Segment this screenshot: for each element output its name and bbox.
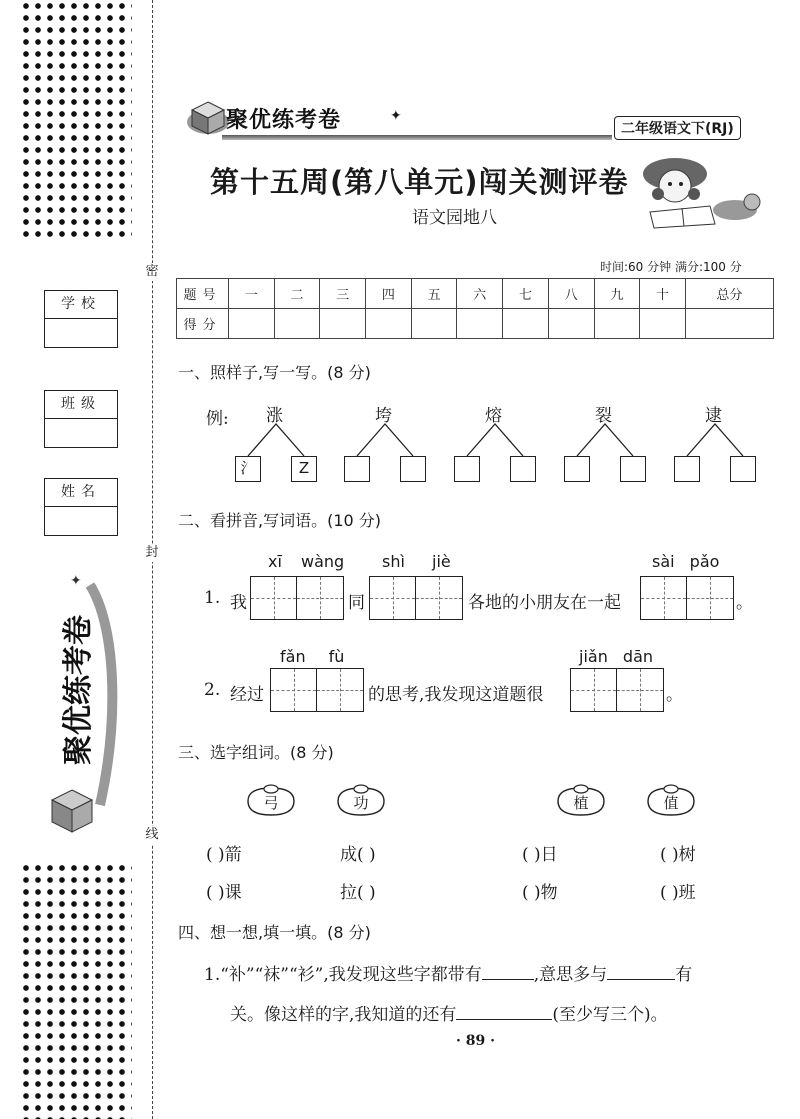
q2-2-end: 。	[666, 685, 683, 705]
q3-option-bubble: 植	[552, 783, 610, 819]
seal-feng: 封	[145, 545, 159, 560]
col-5: 五	[411, 279, 457, 309]
seal-mi: 密	[145, 264, 159, 279]
q4-blank[interactable]	[456, 1002, 552, 1020]
col-7: 七	[503, 279, 549, 309]
grade-badge: 二年级语文下(RJ)	[614, 116, 741, 140]
sparkle-icon: ✦	[390, 108, 402, 124]
q2-1-pinyin-c: sài pǎo	[652, 552, 720, 571]
col-10: 十	[640, 279, 686, 309]
col-6: 六	[457, 279, 503, 309]
q4-text: ,意思多与	[533, 965, 608, 985]
col-1: 一	[229, 279, 275, 309]
q1-char: 熔	[485, 406, 502, 426]
q3-blank[interactable]: ( )树	[660, 845, 696, 865]
q3-blank[interactable]: 拉( )	[340, 883, 376, 903]
q4-blank[interactable]	[482, 962, 534, 980]
q4-text: (至少写三个)。	[552, 1005, 668, 1025]
score-label: 得分	[177, 309, 229, 339]
question-number-label: 题号	[177, 279, 229, 309]
q2-2-grid-a[interactable]	[270, 668, 364, 712]
q2-1-text: 我	[230, 593, 247, 613]
q2-2-grid-b[interactable]	[570, 668, 664, 712]
q2-2-text: 经过	[230, 685, 264, 705]
col-8: 八	[548, 279, 594, 309]
sparkle-icon: ✦	[70, 573, 82, 589]
q1-char: 垮	[375, 406, 392, 426]
q2-1-grid-a[interactable]	[250, 576, 344, 620]
col-9: 九	[594, 279, 640, 309]
q1-answer-box[interactable]	[674, 456, 700, 482]
q2-1-text: 同	[348, 593, 365, 613]
q3-blank[interactable]: ( )物	[522, 883, 558, 903]
side-brand-text: 聚优练考卷	[61, 615, 96, 765]
q4-text: 有	[675, 965, 693, 985]
q1-answer-box[interactable]	[510, 456, 536, 482]
q3-option-bubble: 值	[642, 783, 700, 819]
q2-1-number: 1.	[204, 588, 221, 608]
q1-answer-box[interactable]	[400, 456, 426, 482]
q2-2-text: 的思考,我发现这道题很	[368, 685, 544, 705]
q2-2-pinyin-a: fǎn fù	[280, 647, 345, 666]
q4-blank[interactable]	[607, 962, 675, 980]
col-4: 四	[366, 279, 412, 309]
q2-1-grid-b[interactable]	[369, 576, 463, 620]
q1-answer-box: 氵	[235, 456, 261, 482]
q3-blank[interactable]: ( )日	[522, 845, 558, 865]
q2-2-number: 2.	[204, 680, 221, 700]
q3-blank[interactable]: ( )班	[660, 883, 696, 903]
q1-answer-box: Z	[291, 456, 317, 482]
q1-answer-box[interactable]	[620, 456, 646, 482]
q4-text: 1.“补”“袜”“衫”,我发现这些字都带有	[204, 965, 482, 985]
page-title: 第十五周(第八单元)闯关测评卷	[210, 165, 629, 199]
q2-1-end: 。	[736, 593, 753, 613]
q3-option-bubble: 弓	[242, 783, 300, 819]
name-label: 姓名	[45, 479, 117, 507]
q3-blank[interactable]: ( )课	[206, 883, 242, 903]
q3-option-bubble: 功	[332, 783, 390, 819]
q3-title: 三、选字组词。(8 分)	[178, 743, 334, 762]
q1-answer-box[interactable]	[344, 456, 370, 482]
col-2: 二	[274, 279, 320, 309]
q1-char: 逮	[705, 406, 722, 426]
q1-answer-box[interactable]	[730, 456, 756, 482]
q1-example-label: 例:	[206, 409, 229, 429]
brand-title: 聚优练考卷	[226, 108, 342, 133]
school-label: 学校	[45, 291, 117, 319]
q2-title: 二、看拼音,写词语。(10 分)	[178, 511, 382, 530]
page-subtitle: 语文园地八	[412, 208, 497, 228]
q2-1-pinyin-a: xī wàng	[268, 552, 345, 571]
q1-answer-box[interactable]	[454, 456, 480, 482]
q2-1-text: 各地的小朋友在一起	[468, 593, 621, 613]
q4-line-2	[230, 1000, 668, 1025]
q3-blank[interactable]: ( )箭	[206, 845, 242, 865]
q2-2-pinyin-b: jiǎn dān	[579, 647, 654, 666]
q1-char: 裂	[595, 406, 612, 426]
q2-1-pinyin-b: shì jiè	[382, 552, 451, 571]
q4-title: 四、想一想,填一填。(8 分)	[178, 923, 371, 942]
col-3: 三	[320, 279, 366, 309]
seal-xian: 线	[145, 827, 159, 842]
time-info: 时间:60 分钟 满分:100 分	[600, 260, 742, 274]
q1-title: 一、照样子,写一写。(8 分)	[178, 363, 371, 382]
q4-text: 关。像这样的字,我知道的还有	[230, 1005, 457, 1025]
page-number: · 89 ·	[456, 1033, 495, 1049]
q2-1-grid-c[interactable]	[640, 576, 734, 620]
col-total: 总分	[685, 279, 773, 309]
class-label: 班级	[45, 391, 117, 419]
q3-blank[interactable]: 成( )	[340, 845, 376, 865]
q1-char: 涨	[266, 406, 283, 426]
q1-answer-box[interactable]	[564, 456, 590, 482]
q4-line-1	[204, 960, 692, 985]
